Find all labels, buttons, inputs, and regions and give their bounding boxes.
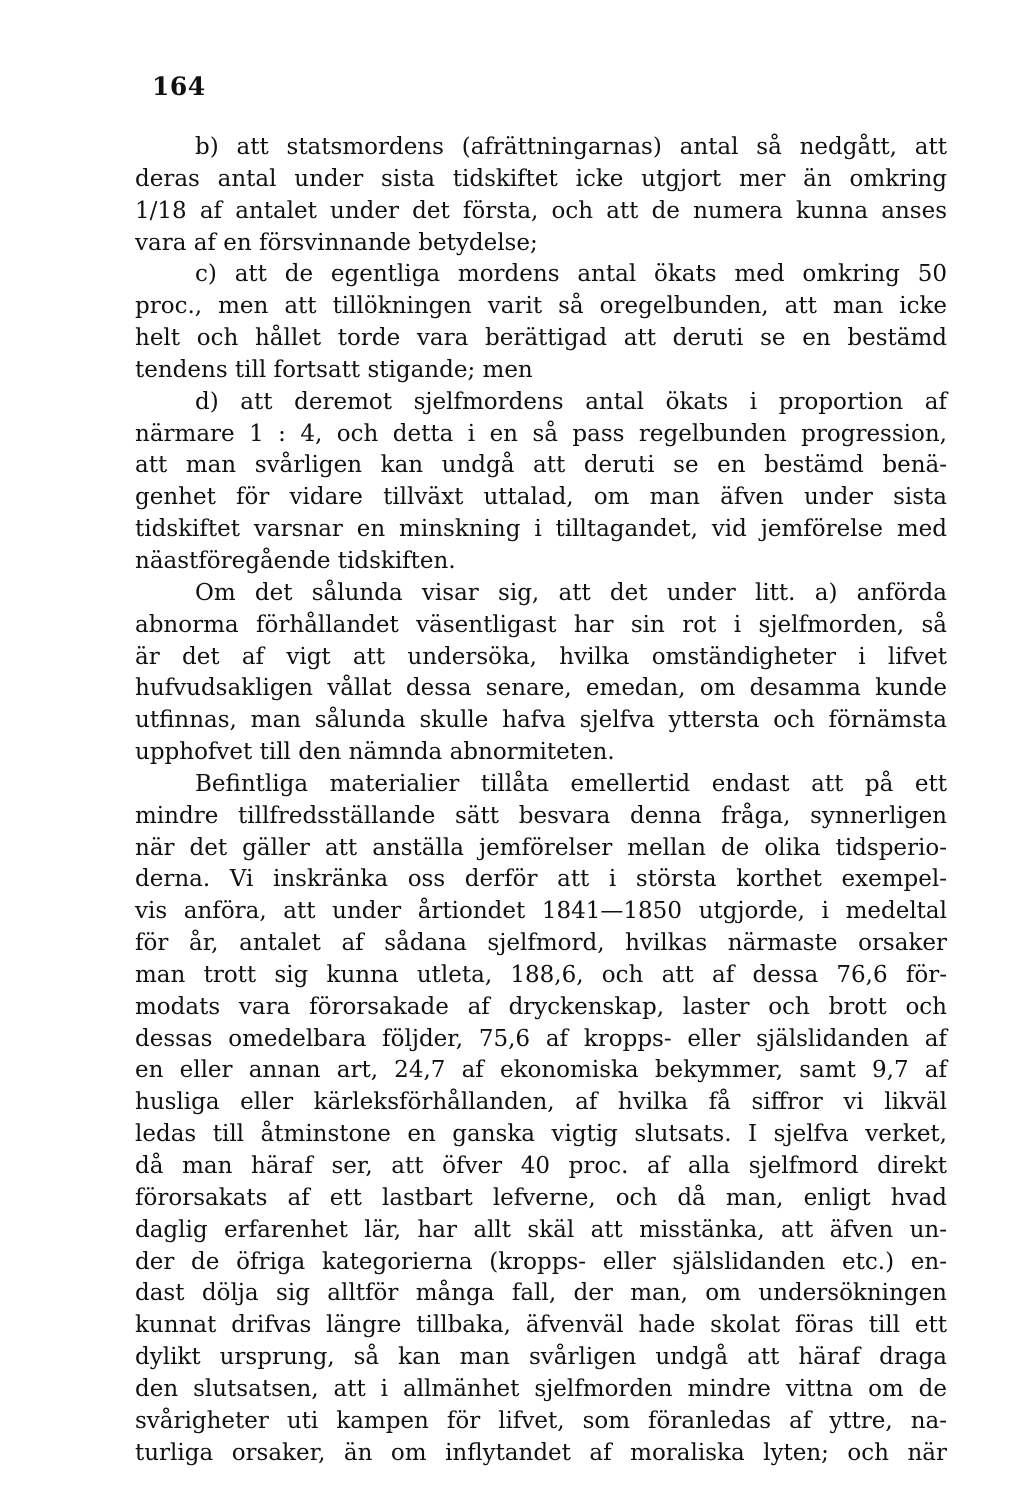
text-line: tendens till fortsatt stigande; men <box>135 356 533 383</box>
text-line: man trott sig kunna utleta, 188,6, och att af dessa 76,6 för- <box>135 961 947 988</box>
text-line: då man häraf ser, att öfver 40 proc. af alla sjelfmord direkt <box>135 1153 947 1179</box>
text-line: 1/18 af antalet under det första, och att de numera kunna anses <box>135 197 947 224</box>
text-line: deras antal under sista tidskiftet icke utgjort mer än omkring <box>135 165 947 192</box>
text-line: Befintliga materialier tillåta emellertid endast att på ett <box>195 770 947 797</box>
text-line: en eller annan art, 24,7 af ekonomiska bekymmer, samt 9,7 af <box>135 1057 947 1084</box>
text-line: dessas omedelbara följder, 75,6 af kropps- eller själslidanden af <box>135 1025 947 1052</box>
text-line: turliga orsaker, än om inflytandet af moraliska lyten; och när <box>135 1439 947 1466</box>
text-line: dast dölja sig alltför många fall, der man, om undersökningen <box>135 1280 947 1307</box>
text-line: hufvudsakligen vållat dessa senare, emedan, om desamma kunde <box>135 675 947 702</box>
text-line: svårigheter uti kampen för lifvet, som föranledas af yttre, na- <box>135 1407 947 1434</box>
text-line: Om det sålunda visar sig, att det under litt. a) anförda <box>195 579 947 606</box>
text-line: upphofvet till den nämnda abnormiteten. <box>135 739 615 766</box>
text-line: daglig erfarenhet lär, har allt skäl att misstänka, att äfven un- <box>135 1216 947 1243</box>
text-line: vara af en försvinnande betydelse; <box>135 229 538 256</box>
text-line: är det af vigt att undersöka, hvilka omständigheter i lifvet <box>135 643 947 670</box>
text-line: mindre tillfredsställande sätt besvara denna fråga, synnerligen <box>135 802 947 829</box>
text-line: genhet för vidare tillväxt uttalad, om man äfven under sista <box>135 484 947 511</box>
text-line: modats vara förorsakade af dryckenskap, laster och brott och <box>135 993 947 1020</box>
page-number: 164 <box>152 72 206 101</box>
body-text <box>135 132 947 1469</box>
text-line: dylikt ursprung, så kan man svårligen undgå att häraf draga <box>135 1344 947 1371</box>
text-line: der de öfriga kategorierna (kropps- eller själslidanden etc.) en- <box>135 1248 947 1275</box>
text-line: vis anföra, att under årtiondet 1841—1850 utgjorde, i medeltal <box>135 898 947 925</box>
text-line: c) att de egentliga mordens antal ökats med omkring 50 <box>195 261 947 288</box>
text-line: närmare 1 : 4, och detta i en så pass regelbunden progression, <box>135 420 947 447</box>
text-line: b) att statsmordens (afrättningarnas) antal så nedgått, att <box>195 134 947 160</box>
text-line: för år, antalet af sådana sjelfmord, hvilkas närmaste orsaker <box>135 930 947 957</box>
text-line: d) att deremot sjelfmordens antal ökats i proportion af <box>195 388 947 415</box>
text-line: tidskiftet varsnar en minskning i tilltagandet, vid jemförelse med <box>135 516 947 543</box>
text-line: den slutsatsen, att i allmänhet sjelfmorden mindre vittna om de <box>135 1375 947 1402</box>
text-line: derna. Vi inskränka oss derför att i största korthet exempel- <box>135 866 947 893</box>
text-line: näastföregående tidskiften. <box>135 547 456 574</box>
text-line: förorsakats af ett lastbart lefverne, och då man, enligt hvad <box>135 1184 947 1211</box>
text-line: utfinnas, man sålunda skulle hafva sjelfva yttersta och förnämsta <box>135 707 947 734</box>
text-line: när det gäller att anställa jemförelser mellan de olika tidsperio- <box>135 834 947 861</box>
text-line: kunnat drifvas längre tillbaka, äfvenväl hade skolat föras till ett <box>135 1312 947 1339</box>
text-line: husliga eller kärleksförhållanden, af hvilka få siffror vi likväl <box>135 1089 947 1116</box>
text-line: ledas till åtminstone en ganska vigtig slutsats. I sjelfva verket, <box>135 1121 947 1148</box>
text-line: helt och hållet torde vara berättigad att deruti se en bestämd <box>135 325 947 352</box>
text-line: att man svårligen kan undgå att deruti se en bestämd benä- <box>135 452 947 479</box>
text-line: abnorma förhållandet väsentligast har sin rot i sjelfmorden, så <box>135 611 947 638</box>
text-line: proc., men att tillökningen varit så oregelbunden, att man icke <box>135 293 947 320</box>
